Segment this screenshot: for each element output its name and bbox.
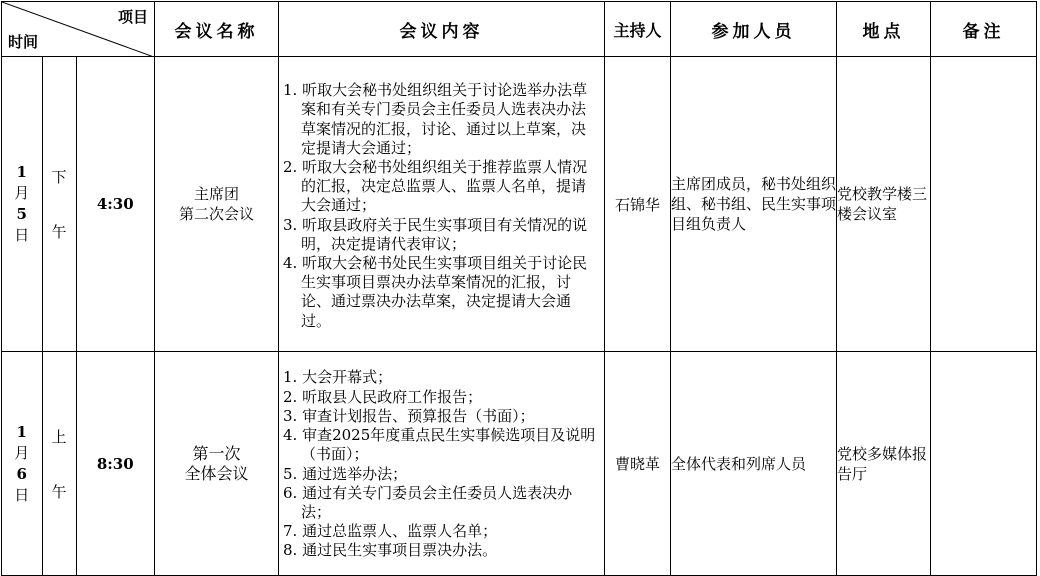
content-list (279, 366, 604, 560)
list-item: 1. 听取大会秘书处组织组关于讨论选举办法草案和有关专门委员会主任委员人选表决办法草案情况的汇报，讨论、通过以上草案，决定提请大会通过； (283, 81, 588, 157)
meeting-name-cell (155, 57, 279, 352)
period-top: 上 (51, 427, 67, 446)
list-item: 1. 大会开幕式； (283, 368, 393, 387)
period-cell (42, 57, 76, 351)
header-attendees: 参加人员 (671, 2, 837, 57)
meeting-name-line1: 主席团 (193, 185, 239, 203)
list-item: 6. 通过有关专门委员会主任委员人选表决办法； (283, 483, 573, 521)
remarks-cell (931, 352, 1037, 576)
date-cell (2, 57, 42, 351)
date-day: 6 (16, 464, 27, 483)
date-day-char: 日 (14, 485, 30, 504)
meeting-content-cell (279, 57, 605, 352)
date-month: 1 (16, 163, 27, 181)
header-location: 地点 (837, 2, 931, 57)
list-item: 2. 听取大会秘书处组织组关于推荐监票人情况的汇报，决定总监票人、监票人名单，提请大会通过； (283, 157, 588, 215)
content-list (279, 77, 604, 331)
header-content: 会议内容 (279, 2, 605, 57)
list-item: 3. 听取县政府关于民生实事项目有关情况的说明，决定提请代表审议； (283, 215, 588, 253)
location-cell: 党校多媒体报告厅 (837, 352, 931, 576)
meeting-name-cell (155, 352, 279, 576)
header-diagonal-cell (2, 2, 155, 57)
list-item: 8. 通过民生实事项目票决办法。 (283, 541, 498, 560)
date-month: 1 (16, 422, 27, 441)
location-cell: 党校教学楼三楼会议室 (837, 57, 931, 352)
list-item: 7. 通过总监票人、监票人名单； (283, 522, 498, 541)
list-item: 4. 听取大会秘书处民生实事项目组关于讨论民生实事项目票决办法草案情况的汇报，讨论、通过票决办法草案，决定提请大会通过。 (283, 254, 588, 330)
meeting-content-cell (279, 352, 605, 576)
date-month-char: 月 (14, 184, 30, 202)
time-cell (2, 57, 155, 352)
period-cell (42, 352, 76, 575)
header-meeting-name: 会议名称 (155, 2, 279, 57)
start-time: 4:30 (96, 195, 134, 213)
header-row (2, 2, 1037, 57)
date-day-char: 日 (14, 226, 30, 244)
list-item: 3. 审查计划报告、预算报告（书面）； (283, 406, 535, 425)
start-time: 8:30 (96, 454, 134, 473)
remarks-cell (931, 57, 1037, 352)
period-top: 下 (51, 168, 67, 186)
meeting-schedule-table (1, 1, 1037, 576)
period-bottom: 午 (51, 223, 67, 241)
date-cell (2, 352, 42, 575)
header-time-label: 时间 (8, 33, 39, 51)
attendees-cell: 全体代表和列席人员 (671, 352, 837, 576)
table-row (2, 57, 1037, 352)
time-cell (2, 352, 155, 576)
time-subtable (2, 57, 154, 351)
list-item: 2. 听取县人民政府工作报告； (283, 387, 483, 406)
header-remarks: 备注 (931, 2, 1037, 57)
list-item: 4. 审查2025年度重点民生实事候选项目及说明（书面）； (283, 426, 596, 464)
header-host: 主持人 (605, 2, 671, 57)
time-subtable (2, 352, 154, 575)
date-month-char: 月 (14, 443, 30, 462)
period-bottom: 午 (51, 482, 67, 501)
table-row (2, 352, 1037, 576)
attendees-cell: 主席团成员，秘书处组织组、秘书组、民生实事项目组负责人 (671, 57, 837, 352)
host-cell: 石锦华 (605, 57, 671, 352)
meeting-name-line2: 第二次会议 (178, 205, 254, 223)
meeting-name-line1: 第一次 (192, 443, 241, 463)
host-cell: 曹晓革 (605, 352, 671, 576)
list-item: 5. 通过选举办法； (283, 464, 408, 483)
meeting-name-line2: 全体会议 (184, 463, 249, 483)
header-item-label: 项目 (117, 8, 148, 26)
date-day: 5 (16, 205, 27, 223)
